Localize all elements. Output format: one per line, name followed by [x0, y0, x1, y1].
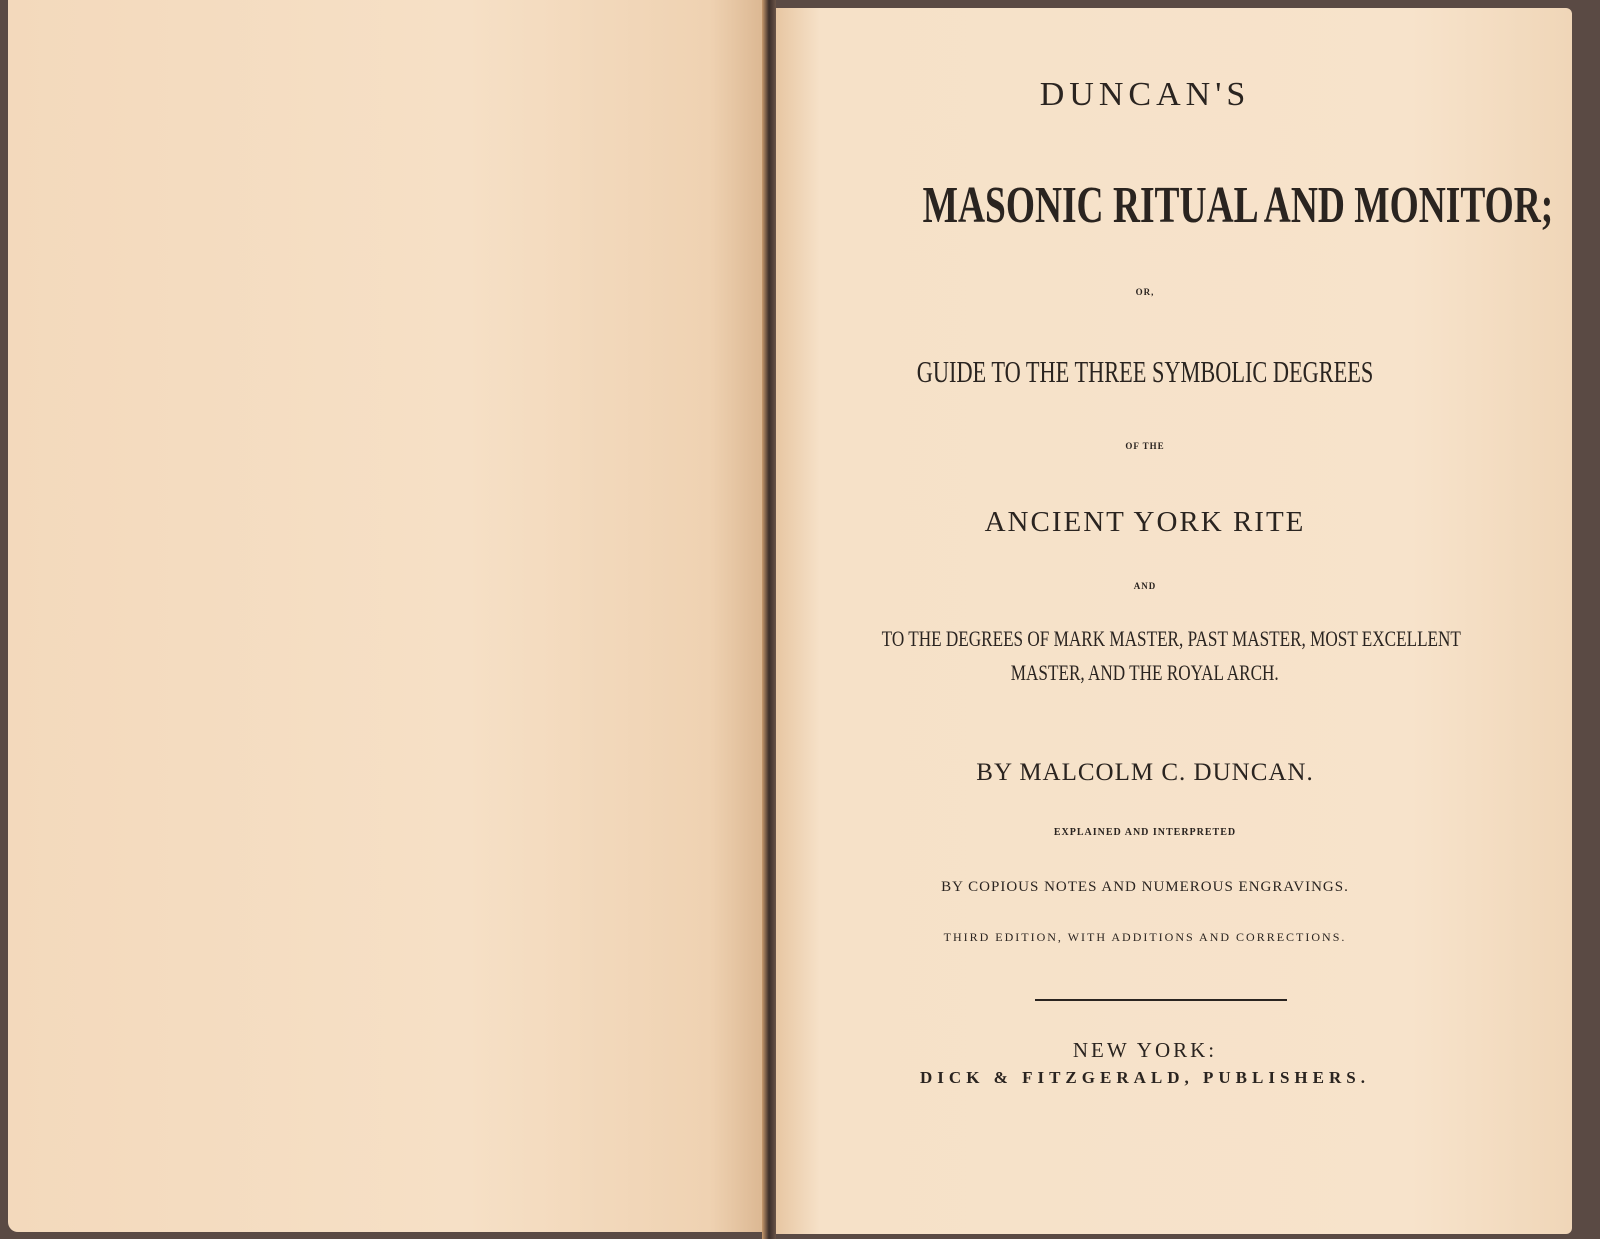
edition-text: THIRD EDITION, WITH ADDITIONS AND CORRECTIONS. — [943, 930, 1347, 944]
divider-rule — [1035, 999, 1287, 1001]
main-title-text: MASONIC RITUAL AND MONITOR; — [922, 177, 1554, 234]
byline: BY MALCOLM C. DUNCAN. — [976, 759, 1314, 786]
degrees-line-2-text: MASTER, AND THE ROYAL ARCH. — [1011, 660, 1279, 685]
main-title — [800, 177, 1554, 234]
of-the-text: OF THE — [1125, 441, 1165, 451]
book-gutter — [762, 0, 776, 1239]
or-text: OR, — [1135, 287, 1155, 297]
publisher-text: DICK & FITZGERALD, PUBLISHERS. — [920, 1068, 1370, 1087]
subtitle — [800, 356, 1490, 387]
and-text: AND — [1133, 581, 1157, 591]
degrees-line-2 — [800, 662, 1490, 684]
blank-left-page — [8, 0, 770, 1232]
degrees-line-1 — [800, 628, 1490, 650]
notes-text: BY COPIOUS NOTES AND NUMEROUS ENGRAVINGS. — [941, 879, 1349, 895]
subtitle-text: GUIDE TO THE THREE SYMBOLIC DEGREES — [916, 354, 1374, 389]
degrees-line-1-text: TO THE DEGREES OF MARK MASTER, PAST MASTER, MOST EXCELLENT — [881, 626, 1461, 651]
author-possessive: DUNCAN'S — [1039, 76, 1251, 113]
explained-text: EXPLAINED AND INTERPRETED — [1053, 827, 1237, 838]
place-text: NEW YORK: — [1072, 1038, 1218, 1062]
rite: ANCIENT YORK RITE — [984, 506, 1306, 538]
